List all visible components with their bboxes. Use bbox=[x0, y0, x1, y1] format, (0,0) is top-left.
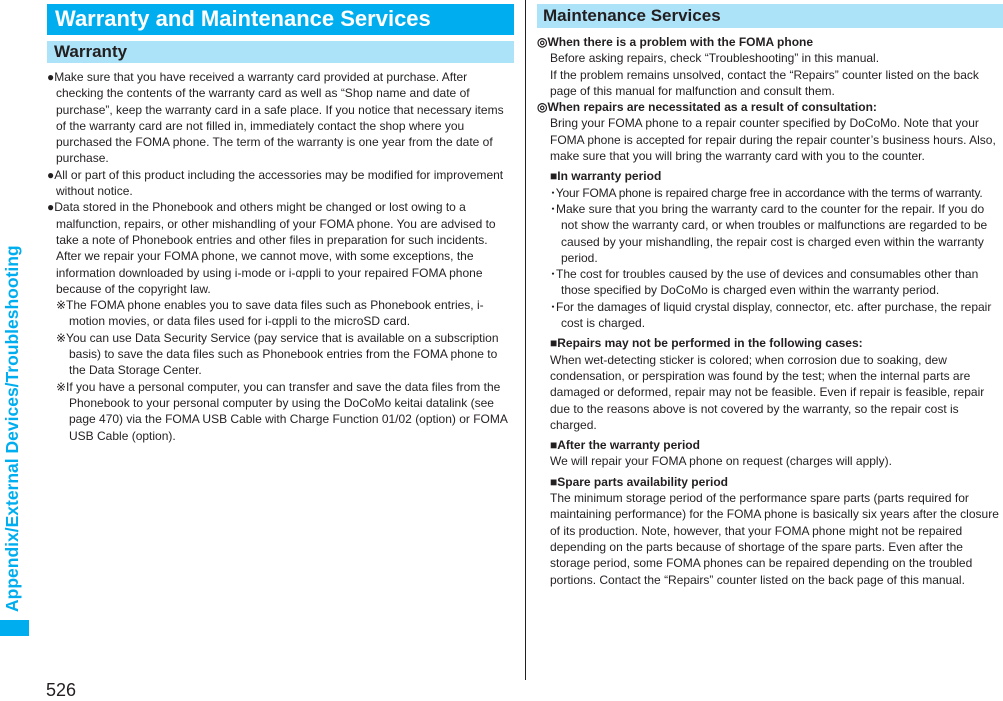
list-item: ･Your FOMA phone is repaired charge free in accordance with the terms of warranty. bbox=[550, 185, 983, 200]
bullet-item: ●All or part of this product including the accessories may be modified for improvement without notice. bbox=[47, 167, 504, 199]
list-item: ･For the damages of liquid crystal display, connector, etc. after purchase, the repair cost is charged. bbox=[550, 299, 992, 331]
section-heading-maintenance: Maintenance Services bbox=[537, 4, 1003, 28]
bullet-item: ●Data stored in the Phonebook and others might be changed or lost owing to a malfunction, repairs, or other mishandling of your FOMA phone. You are advised to take a note of Phonebook entries and other files in preparation for such incidents. After we repair your FOMA phone, we cannot move, with some exceptions, the information downloaded by using i-mode or i-αppli to your repaired FOMA phone because of the copyright law. bbox=[47, 200, 496, 296]
question-heading: ◎When there is a problem with the FOMA phone bbox=[537, 35, 814, 49]
section-heading-warranty: Warranty bbox=[47, 41, 514, 63]
bullet-item: ●Make sure that you have received a warranty card provided at purchase. After checking the contents of the warranty card as well as “Shop name and date of purchase”, keep the warranty card in a safe place. If you notice that necessary items of the warranty card are not filled in, immediately contact the shop where you purchased the FOMA phone. The term of the warranty is one year from the date of purchase. bbox=[47, 70, 504, 166]
subheading-no-repair: ■Repairs may not be performed in the following cases: bbox=[550, 336, 863, 351]
page-number: 526 bbox=[46, 680, 77, 700]
paragraph: The minimum storage period of the performance spare parts (parts required for maintaining performance) for the FOMA phone is basically six years after the closure of its production. Note, however, that your FOMA phone might not be repaired depending on the parts because of shortage of the spare parts. Even after the storage period, some FOMA phones can be repaired depending on the troubled portions. Contact the “Repairs” counter listed on the back page of this manual. bbox=[550, 491, 999, 587]
section-tab-marker bbox=[0, 620, 29, 636]
paragraph: We will repair your FOMA phone on request (charges will apply). bbox=[550, 454, 892, 469]
note-item: ※You can use Data Security Service (pay service that is available on a subscription basis) to save the data files such as Phonebook entries from the FOMA phone to the Data Storage Center. bbox=[56, 330, 499, 378]
page-title: Warranty and Maintenance Services bbox=[47, 4, 514, 35]
paragraph: Before asking repairs, check “Troubleshooting” in this manual. bbox=[550, 51, 880, 66]
subheading-in-warranty: ■In warranty period bbox=[550, 169, 662, 184]
note-item: ※If you have a personal computer, you can transfer and save the data files from the Phonebook to your personal computer by using the DoCoMo keitai datalink (see page 470) via the FOMA USB Cable with Charge Function 01/02 (option) or FOMA USB Cable (option). bbox=[56, 379, 508, 443]
column-divider bbox=[525, 0, 526, 680]
section-side-label: Appendix/External Devices/Troubleshooting bbox=[2, 245, 22, 612]
note-item: ※The FOMA phone enables you to save data files such as Phonebook entries, i-motion movies, or data files used for i-αppli to the microSD card. bbox=[56, 298, 484, 329]
subheading-spare-parts: ■Spare parts availability period bbox=[550, 474, 728, 489]
list-item: ･The cost for troubles caused by the use of devices and consumables other than those specified by DoCoMo is charged even within the warranty period. bbox=[550, 267, 979, 298]
paragraph: If the problem remains unsolved, contact the “Repairs” counter listed on the back page of this manual for malfunction and consult them. bbox=[550, 67, 979, 98]
left-column bbox=[47, 4, 514, 444]
subheading-after-warranty: ■After the warranty period bbox=[550, 438, 700, 453]
paragraph: When wet-detecting sticker is colored; when corrosion due to soaking, dew condensation, or perspiration was found by the test; when the internal parts are damaged or deformed, repair may not be feasible. Even if repair is feasible, repair due to the reasons above is not covered by the warranty, so the repair cost is charged. bbox=[550, 352, 985, 432]
list-item: ･Make sure that you bring the warranty card to the counter for the repair. If you do not show the warranty card, or when troubles or malfunctions are regarded to be caused by your mishandling, the repair cost is charged even within the warranty period. bbox=[550, 201, 988, 265]
question-heading: ◎When repairs are necessitated as a result of consultation: bbox=[537, 100, 877, 115]
right-column bbox=[537, 4, 1003, 588]
paragraph: Bring your FOMA phone to a repair counter specified by DoCoMo. Note that your FOMA phone is accepted for repair during the repair counter’s business hours. Also, make sure that you will bring the warranty card with you to the counter. bbox=[550, 116, 996, 164]
